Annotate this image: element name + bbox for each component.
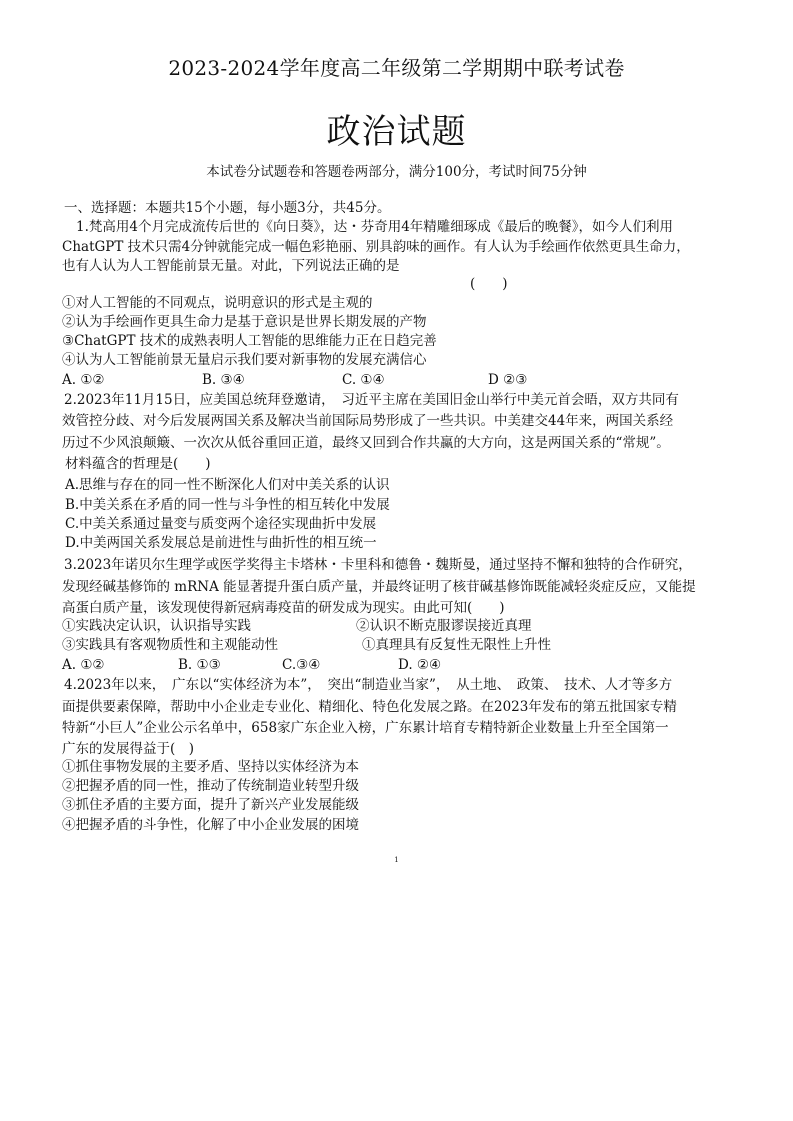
q2-option-a: A.思维与存在的同一性不断深化人们对中美关系的认识 xyxy=(65,477,390,493)
q2-stem-line1: 2.2023年11月15日，应美国总统拜登邀请， 习近平主席在美国旧金山举行中美元首会晤，双方共同有 xyxy=(64,392,679,408)
q3-statement-2: ②认识不断克服谬误接近真理 xyxy=(356,618,532,634)
q3-stem-line2: 发现经碱基修饰的 mRNA 能显著提升蛋白质产量，并最终证明了核苷碱基修饰既能减轻炎症反应，又能提 xyxy=(62,579,696,595)
q2-stem-line4: 材料蕴含的哲理是( ) xyxy=(65,456,211,472)
q2-option-b: B.中美关系在矛盾的同一性与斗争性的相互转化中发展 xyxy=(65,497,390,513)
q1-statement-1: ①对人工智能的不同观点，说明意识的形式是主观的 xyxy=(62,295,373,311)
q1-statement-2: ②认为手绘画作更具生命力是基于意识是世界长期发展的产物 xyxy=(62,314,427,330)
q3-statements-row1 xyxy=(62,617,742,636)
q1-option-a: A. ①② xyxy=(62,372,105,388)
q4-stem-line1: 4.2023年以来， 广东以“实体经济为本”， 突出“制造业当家”， 从土地、 政策、 技术、人才等多方 xyxy=(64,677,673,693)
q4-statement-2: ②把握矛盾的同一性，推动了传统制造业转型升级 xyxy=(62,778,359,794)
q1-option-d: D ②③ xyxy=(488,372,528,388)
q2-stem-line2: 效管控分歧、对今后发展两国关系及解决当前国际局势形成了一些共识。中美建交44年来，两国关系经 xyxy=(62,413,674,429)
q1-answer-blank: ( ) xyxy=(470,276,508,292)
q1-statement-4: ④认为人工智能前景无量启示我们要对新事物的发展充满信心 xyxy=(62,352,427,368)
q4-statement-1: ①抓住事物发展的主要矛盾、坚持以实体经济为本 xyxy=(62,759,359,775)
exam-instructions: 本试卷分试题卷和答题卷两部分，满分100分，考试时间75分钟 xyxy=(206,164,587,180)
q3-option-b: B. ①③ xyxy=(178,657,221,673)
q4-stem-line2: 面提供要素保障，帮助中小企业走专业化、精细化、特色化发展之路。在2023年发布的第五批国家专精 xyxy=(62,699,677,715)
q2-stem-line3: 历过不少风浪颠簸、一次次从低谷重回正道，最终又回到合作共赢的大方向，这是两国关系的“常规”。 xyxy=(62,435,670,451)
q4-stem-line3: 特新“小巨人”企业公示名单中，658家广东企业入榜，广东累计培育专精特新企业数量上升至全国第一 xyxy=(62,720,669,736)
q3-statement-3: ③实践具有客观物质性和主观能动性 xyxy=(62,637,278,653)
q3-statements-row2 xyxy=(62,636,742,655)
q3-stem-line3: 高蛋白质产量，该发现使得新冠病毒疫苗的研发成为现实。由此可知( ) xyxy=(62,600,505,616)
q4-statement-3: ③抓住矛盾的主要方面，提升了新兴产业发展能级 xyxy=(62,797,359,813)
q1-option-c: C. ①④ xyxy=(342,372,385,388)
q3-option-a: A. ①② xyxy=(62,657,105,673)
subject-title: 政治试题 xyxy=(326,112,467,152)
q1-stem-line2: ChatGPT 技术只需4分钟就能完成一幅色彩艳丽、别具韵味的画作。有人认为手绘画作依然更具生命力， xyxy=(62,239,690,255)
q1-stem-line1: 1.梵高用4个月完成流传后世的《向日葵》，达・芬奇用4年精雕细琢成《最后的晚餐》，如今人们利用 xyxy=(76,219,674,235)
q1-options xyxy=(62,371,742,390)
q1-option-b: B. ③④ xyxy=(202,372,245,388)
q3-option-d: D. ②④ xyxy=(398,657,442,673)
q3-stem-line1: 3.2023年诺贝尔生理学或医学奖得主卡塔林・卡里科和德鲁・魏斯曼，通过坚持不懈和独特的合作研究， xyxy=(64,557,692,573)
q4-stem-line4: 广东的发展得益于( ) xyxy=(62,741,195,757)
section-heading: 一、选择题：本题共15个小题，每小题3分，共45分。 xyxy=(64,200,391,216)
q3-options xyxy=(62,656,742,675)
q3-statement-4: ①真理具有反复性无限性上升性 xyxy=(362,637,551,653)
q2-option-d: D.中美两国关系发展总是前进性与曲折性的相互统一 xyxy=(65,535,377,551)
q3-option-c: C.③④ xyxy=(282,657,321,673)
q2-option-c: C.中美关系通过量变与质变两个途径实现曲折中发展 xyxy=(65,516,377,532)
q4-statement-4: ④把握矛盾的斗争性，化解了中小企业发展的困境 xyxy=(62,817,359,833)
q3-statement-1: ①实践决定认识，认识指导实践 xyxy=(62,618,251,634)
q1-statement-3: ③ChatGPT 技术的成熟表明人工智能的思维能力正在日趋完善 xyxy=(62,333,437,349)
q1-stem-line3: 也有人认为人工智能前景无量。对此，下列说法正确的是 xyxy=(62,258,400,274)
page-number: 1 xyxy=(394,856,399,864)
exam-title: 2023-2024学年度高二年级第二学期期中联考试卷 xyxy=(168,56,625,80)
